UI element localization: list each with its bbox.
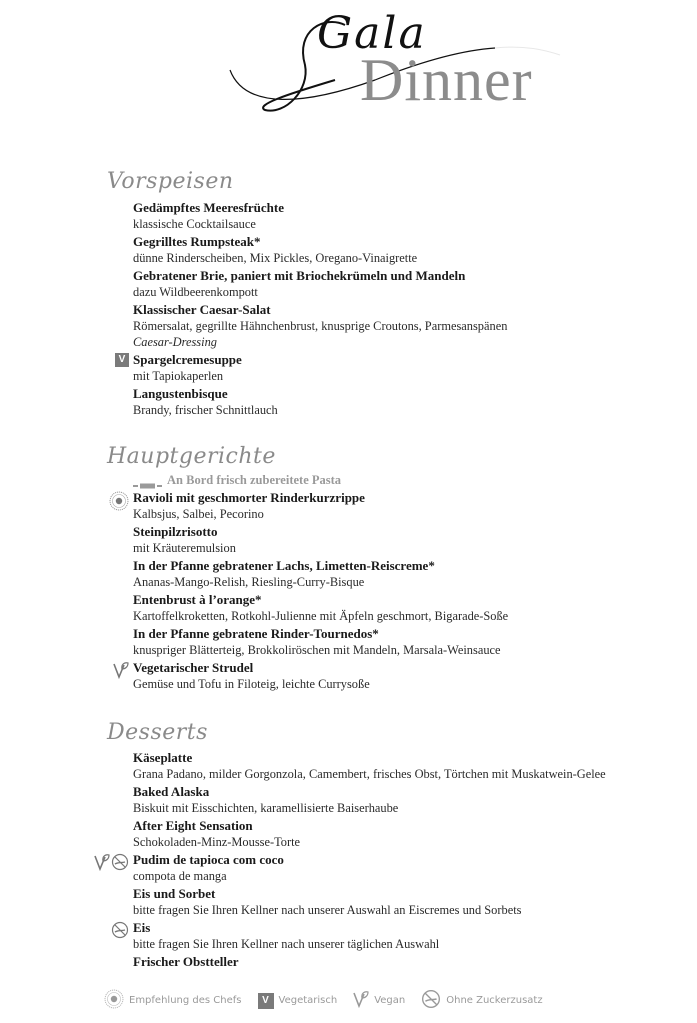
vegan-icon: [353, 990, 369, 1011]
item-name: Gegrilltes Rumpsteak*: [133, 234, 261, 249]
item-description: compota de manga: [133, 869, 227, 883]
menu-item: [133, 886, 606, 918]
item-description: Ananas-Mango-Relish, Riesling-Curry-Bisque: [133, 575, 365, 589]
menu-item: [133, 852, 606, 884]
rolling-pin-icon: [133, 477, 163, 483]
item-description: Brandy, frischer Schnittlauch: [133, 403, 278, 417]
item-icons: [109, 491, 129, 516]
vegan-icon: [113, 661, 129, 684]
menu-item: [133, 386, 507, 418]
item-name: Gedämpftes Meeresfrüchte: [133, 200, 285, 215]
item-description: mit Kräuteremulsion: [133, 541, 236, 555]
menu-item: [133, 920, 606, 952]
menu-item: [118, 352, 507, 384]
item-name: Steinpilzrisotto: [133, 524, 218, 539]
item-description: klassische Cocktailsauce: [133, 217, 256, 231]
item-description: Schokoladen-Minz-Mousse-Torte: [133, 835, 301, 849]
item-icons: [111, 921, 129, 944]
item-name: Frischer Obstteller: [133, 954, 239, 969]
menu-item: [133, 818, 606, 850]
item-name: Eis: [133, 920, 151, 935]
vegetarian-icon: V: [258, 993, 274, 1009]
item-description: mit Tapiokaperlen: [133, 369, 224, 383]
legend-label: Ohne Zuckerzusatz: [446, 995, 543, 1006]
legend-item-no-sugar: [421, 989, 542, 1012]
item-name: Vegetarischer Strudel: [133, 660, 254, 675]
item-name: In der Pfanne gebratene Rinder-Tournedos*: [133, 626, 379, 641]
no-sugar-icon: [111, 921, 129, 944]
item-name: Eis und Sorbet: [133, 886, 216, 901]
item-description: bitte fragen Sie Ihren Kellner nach unserer Auswahl an Eiscremes und Sorbets: [133, 903, 522, 917]
no-sugar-icon: [421, 989, 441, 1012]
item-name: Baked Alaska: [133, 784, 210, 799]
item-name: Pudim de tapioca com coco: [133, 852, 284, 867]
section-title: Vorspeisen: [107, 169, 234, 194]
item-description: Kartoffelkroketten, Rotkohl-Julienne mit Äpfeln geschmort, Bigarade-Soße: [133, 609, 509, 623]
item-name: Klassischer Caesar-Salat: [133, 302, 271, 317]
vegetarian-icon: V: [115, 353, 129, 367]
menu-item: [133, 626, 508, 658]
subheading-text: An Bord frisch zubereitete Pasta: [167, 473, 342, 487]
item-icons: [115, 353, 129, 367]
menu-item: [133, 200, 507, 232]
item-description: Grana Padano, milder Gorgonzola, Camembert, frisches Obst, Törtchen mit Muskatwein-Gelee: [133, 767, 606, 781]
no-sugar-icon: [111, 853, 129, 876]
menu-item: [133, 954, 606, 970]
item-list: [118, 200, 508, 420]
menu-item: [133, 784, 606, 816]
menu-item: [133, 592, 508, 624]
item-name: Entenbrust à l’orange*: [133, 592, 262, 607]
menu-item: [133, 490, 508, 522]
menu-item: [133, 660, 508, 692]
item-icons: [94, 853, 129, 876]
item-description: knuspriger Blätterteig, Brokkoliröschen mit Mandeln, Marsala-Weinsauce: [133, 643, 501, 657]
item-description: Römersalat, gegrillte Hähnchenbrust, knusprige Croutons, Parmesanspänen: [133, 319, 508, 333]
item-description: bitte fragen Sie Ihren Kellner nach unserer täglichen Auswahl: [133, 937, 440, 951]
item-icons: [113, 661, 129, 684]
menu-item: [133, 750, 606, 782]
item-description: Gemüse und Tofu in Filoteig, leichte Currysoße: [133, 677, 370, 691]
menu-item: [133, 268, 507, 300]
item-name: In der Pfanne gebratener Lachs, Limetten-Reiscreme*: [133, 558, 435, 573]
item-name: Käseplatte: [133, 750, 193, 765]
menu-item: [133, 234, 507, 266]
item-name: Spargelcremesuppe: [133, 352, 242, 367]
item-name: After Eight Sensation: [133, 818, 253, 833]
legend-item-chef: [104, 989, 242, 1012]
legend-item-vegetarian: [258, 993, 338, 1009]
menu-item: [133, 302, 507, 350]
item-description: dazu Wildbeerenkompott: [133, 285, 258, 299]
legend-label: Vegan: [374, 995, 406, 1006]
item-description: dünne Rinderscheiben, Mix Pickles, Oregano-Vinaigrette: [133, 251, 418, 265]
logo-script-title: Gala: [317, 8, 427, 59]
legend-item-vegan: [353, 990, 405, 1011]
item-list: [133, 750, 606, 972]
logo-main-title: Dinner: [360, 47, 533, 113]
item-description-extra: Caesar-Dressing: [133, 335, 217, 349]
legend: [104, 989, 559, 1012]
legend-label: Empfehlung des Chefs: [129, 995, 242, 1006]
pasta-subheading: [133, 472, 508, 488]
menu-item: [133, 558, 508, 590]
item-description: Kalbsjus, Salbei, Pecorino: [133, 507, 264, 521]
menu-item: [133, 524, 508, 556]
legend-label: Vegetarisch: [278, 995, 338, 1006]
item-name: Langustenbisque: [133, 386, 228, 401]
gala-dinner-logo: [225, 10, 565, 120]
vegan-icon: [94, 853, 110, 876]
item-list: [133, 472, 508, 694]
item-name: Ravioli mit geschmorter Rinderkurzrippe: [133, 490, 365, 505]
section-title: Hauptgerichte: [107, 444, 276, 469]
chef-recommendation-icon: [109, 491, 129, 516]
item-description: Biskuit mit Eisschichten, karamellisierte Baiserhaube: [133, 801, 399, 815]
chef-recommendation-icon: [104, 989, 124, 1012]
section-title: Desserts: [107, 720, 208, 745]
item-name: Gebratener Brie, paniert mit Briochekrümeln und Mandeln: [133, 268, 466, 283]
